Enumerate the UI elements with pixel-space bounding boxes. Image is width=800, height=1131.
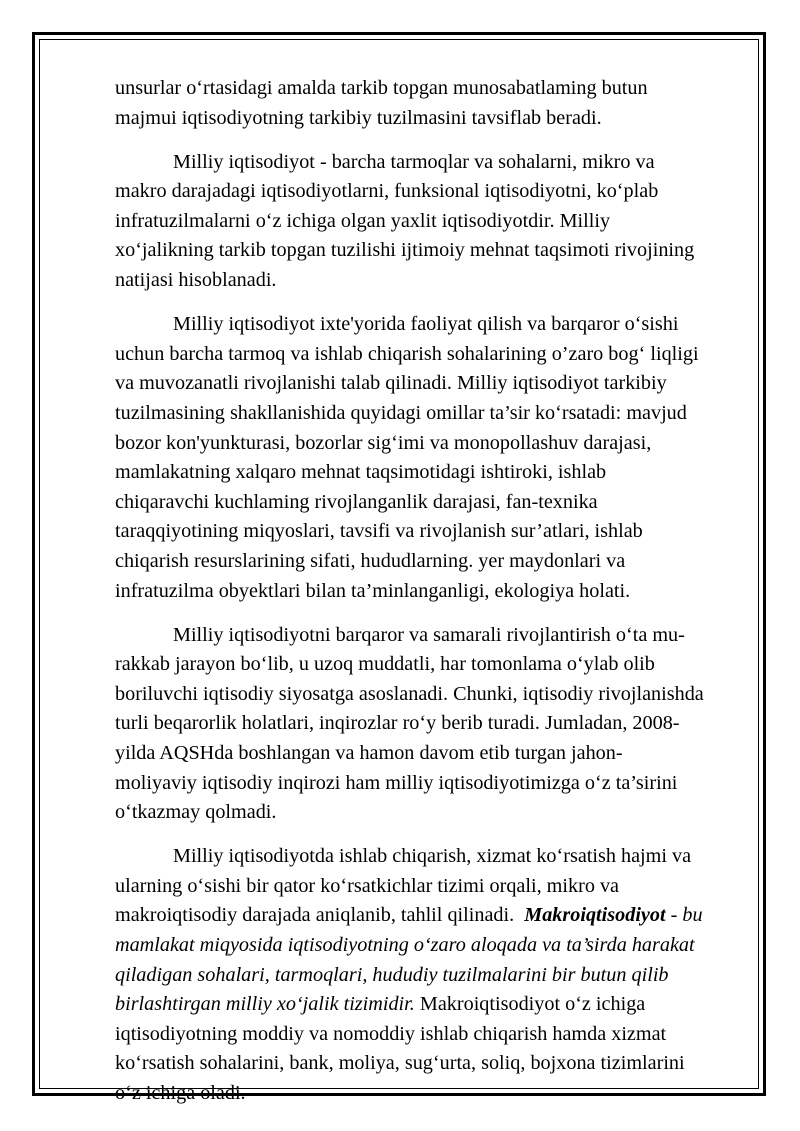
paragraph-line: Milliy iqtisodiyotda ishlab chiqarish, xizmat ko‘rsatish hajmi va xyxy=(173,845,692,868)
paragraph-line: chiqaravchi kuchlaming rivojlanganlik darajasi, fan-texnika xyxy=(115,490,598,513)
definition-text: mamlakat miqyosida iqtisodiyotning o‘zaro aloqada va ta’sirda harakat xyxy=(115,934,695,957)
paragraph-line: xo‘jalikning tarkib topgan tuzilishi ijtimoiy mehnat taqsimoti rivojining xyxy=(115,239,695,262)
defined-term: Makroiqtisodiyot xyxy=(524,904,666,927)
definition-text: - bu xyxy=(665,904,703,927)
paragraph-line: rakkab jarayon bo‘lib, u uzoq muddatli, har tomonlama o‘ylab olib xyxy=(115,653,655,676)
paragraph-line: va muvozanatli rivojlanishi talab qilinadi. Milliy iqtisodiyot tarkibiy xyxy=(115,372,667,395)
paragraph-line: unsurlar o‘rtasidagi amalda tarkib topgan munosabatlaming butun xyxy=(115,77,648,99)
paragraph-line: bozor kon'yunkturasi, bozorlar sig‘imi va monopollashuv darajasi, xyxy=(115,431,652,454)
paragraph-line: ularning o‘sishi bir qator ko‘rsatkichlar tizimi orqali, mikro va xyxy=(115,874,620,897)
definition-text: qiladigan sohalari, tarmoqlari, hududiy tuzilmalarini bir butun qilib xyxy=(115,963,669,986)
paragraph-4 xyxy=(115,621,765,828)
paragraph-line: ko‘rsatish sohalarini, bank, moliya, sug‘urta, soliq, bojxona tizimlarini xyxy=(115,1052,685,1075)
paragraph-2 xyxy=(115,148,765,296)
paragraph-line: infratuzilma obyektlari bilan ta’minlanganligi, ekologiya holati. xyxy=(115,579,631,602)
paragraph-line: majmui iqtisodiyotning tarkibiy tuzilmasini tavsiflab beradi. xyxy=(115,106,602,129)
paragraph-line: mamlakatning xalqaro mehnat taqsimotidagi ishtiroki, ishlab xyxy=(115,461,607,484)
paragraph-line: Milliy iqtisodiyotni barqaror va samarali rivojlantirish o‘ta mu- xyxy=(173,623,685,646)
paragraph-line: tuzilmasining shakllanishida quyidagi omillar ta’sir ko‘rsatadi: mavjud xyxy=(115,401,687,424)
definition-text: birlashtirgan milliy xo‘jalik tizimidir. xyxy=(115,993,415,1016)
paragraph-line: taraqqiyotining miqyoslari, tavsifi va rivojlanish sur’atlari, ishlab xyxy=(115,520,643,543)
paragraph-line: Milliy iqtisodiyot - barcha tarmoqlar va sohalarni, mikro va xyxy=(173,150,655,173)
paragraph-line: o‘z ichiga oladi. xyxy=(115,1082,246,1104)
paragraph-5 xyxy=(115,842,765,1108)
paragraph-line: natijasi hisoblanadi. xyxy=(115,269,277,292)
paragraph-line: o‘tkazmay qolmadi. xyxy=(115,801,277,824)
paragraph-line: Makroiqtisodiyot o‘z ichiga xyxy=(414,993,646,1016)
paragraph-line: makro darajadagi iqtisodiyotlarni, funksional iqtisodiyotni, ko‘plab xyxy=(115,180,659,203)
paragraph-line: boriluvchi iqtisodiy siyosatga asoslanadi. Chunki, iqtisodiy rivojlanishda xyxy=(115,682,704,705)
paragraph-line: chiqarish resurslarining sifati, hududlarning. yer maydonlari va xyxy=(115,549,626,572)
paragraph-line: turli beqarorlik holatlari, inqirozlar ro‘y berib turadi. Jumladan, 2008- xyxy=(115,712,680,735)
paragraph-line: Milliy iqtisodiyot ixte'yorida faoliyat qilish va barqaror o‘sishi xyxy=(173,313,679,336)
paragraph-1 xyxy=(115,74,765,133)
paragraph-line: makroiqtisodiy darajada aniqlanib, tahlil qilinadi. xyxy=(115,904,525,927)
paragraph-line: uchun barcha tarmoq va ishlab chiqarish sohalarining o’zaro bog‘ liqligi xyxy=(115,342,699,365)
paragraph-line: moliyaviy iqtisodiy inqirozi ham milliy iqtisodiyotimizga o‘z ta’sirini xyxy=(115,771,678,794)
document-body xyxy=(115,74,765,1123)
paragraph-3 xyxy=(115,310,765,606)
paragraph-line: iqtisodiyotning moddiy va nomoddiy ishlab chiqarish hamda xizmat xyxy=(115,1022,667,1045)
paragraph-line: infratuzilmalarni o‘z ichiga olgan yaxlit iqtisodiyotdir. Milliy xyxy=(115,209,611,232)
paragraph-line: yilda AQSHda boshlangan va hamon davom etib turgan jahon- xyxy=(115,741,623,764)
